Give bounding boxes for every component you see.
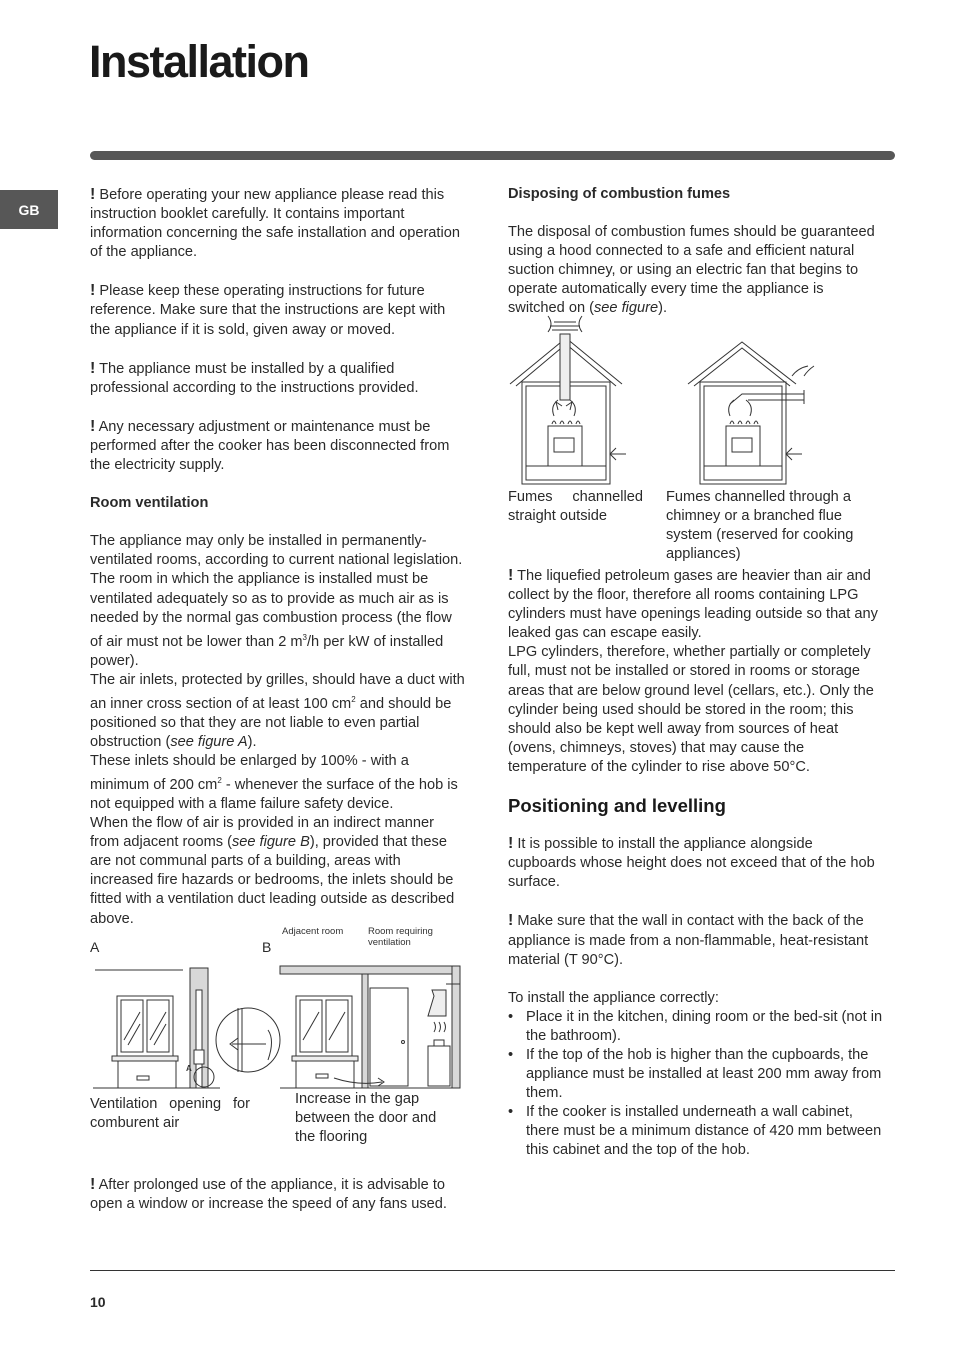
lpg-storage-para: LPG cylinders, therefore, whether partially or completely full, must not be installed or stored in rooms or storage areas that are below ground level (cellars, etc.). Only the cylinder being used should be stored in the room; this should also be kept well away from sources of heat (ovens, chimneys, stoves) that may cause the temperature of the cylinder to rise above 50°C.	[508, 644, 874, 775]
list-item: • Place it in the kitchen, dining room or the bed-sit (not in the bathroom).	[508, 1008, 883, 1046]
left-final-note	[90, 1175, 465, 1214]
right-column-top	[508, 185, 883, 319]
warning-mark: !	[90, 417, 96, 435]
fumes-para: The disposal of combustion fumes should be guaranteed using a hood connected to a safe and efficient natural suction chimney, or using an electric fan that begins to operate automatically every time the appliance is switched on (see figure).	[508, 224, 875, 317]
note-text: After prolonged use of the appliance, it is advisable to open a window or increase the speed of any fans used.	[90, 1177, 447, 1213]
warning-mark: !	[90, 359, 96, 377]
list-item: • If the cooker is installed underneath a wall cabinet, there must be a minimum distance of 420 mm between this cabinet and the top of the hob.	[508, 1103, 883, 1160]
warning-mark: !	[90, 186, 96, 203]
safety-note-read	[90, 185, 465, 262]
safety-note-maintenance	[90, 417, 465, 475]
ventilation-para-1: The appliance may only be installed in permanently-ventilated rooms, according to current national legislation. The room in which the appliance is installed must be ventilated adequately so as to provide as much air as is needed by the normal gas combustion process (the flow of air must not be lower than 2 $m^3/h$ per kW of installed power).	[90, 533, 463, 669]
figure-b-label: B	[262, 939, 272, 955]
figure-a-illustration	[90, 960, 290, 1095]
left-column	[90, 185, 465, 929]
adjacent-room-label: Adjacent room	[282, 926, 344, 937]
language-tab: GB	[0, 190, 58, 229]
warning-mark: !	[508, 912, 514, 930]
figure-b-illustration	[278, 960, 463, 1095]
page-number: 10	[90, 1294, 106, 1310]
warning-mark: !	[508, 835, 514, 853]
note-text: Please keep these operating instructions for future reference. Make sure that the instructions are kept with the appliance if it is sold, given away or moved.	[90, 283, 446, 338]
positioning-note-cupboards: ! It is possible to install the appliance alongside cupboards whose height does not exceed that of the hob surface.	[508, 835, 875, 891]
right-column-bottom	[508, 566, 883, 1161]
fumes-caption-straight: Fumes channelled straight outside	[508, 489, 643, 524]
ventilation-para-4: When the flow of air is provided in an indirect manner from adjacent rooms (see figure B), provided that these are not communal parts of a building, areas with increased fire hazards or bedrooms, the inlets should be fitted with a ventilation duct leading outside as described above.	[90, 815, 455, 927]
page-title: Installation	[89, 36, 309, 87]
install-intro: To install the appliance correctly:	[508, 989, 719, 1006]
figure-b-caption: Increase in the gap between the door and the flooring	[295, 1091, 437, 1145]
room-requiring-label: Room requiring ventilation	[368, 926, 433, 948]
warning-mark: !	[90, 1176, 96, 1193]
positioning-note-wall: ! Make sure that the wall in contact with the back of the appliance is made from a non-flammable, heat-resistant material (T 90°C).	[508, 912, 869, 968]
footer-rule	[90, 1270, 895, 1271]
note-text: Any necessary adjustment or maintenance must be performed after the cooker has been disconnected from the electricity supply.	[90, 418, 450, 474]
fumes-heading: Disposing of combustion fumes	[508, 186, 731, 202]
positioning-heading: Positioning and levelling	[508, 795, 726, 817]
fumes-chimney-illustration	[686, 320, 821, 488]
list-item: • If the top of the hob is higher than the cupboards, the appliance must be installed at least 200 mm away from them.	[508, 1046, 883, 1103]
ventilation-para-2: The air inlets, protected by grilles, should have a duct with an inner cross section of at least 100 $cm^2$ and should be positioned so that they are not liable to even partial obstruction (see figure A).	[90, 671, 465, 750]
warning-mark: !	[90, 282, 96, 300]
ventilation-para-3: These inlets should be enlarged by 100% - with a minimum of 200 $cm^2$ - whenever the surface of the hob is not equipped with a flame failure safety device.	[90, 752, 458, 813]
note-text: The appliance must be installed by a qualified professional according to the instructions provided.	[90, 360, 419, 396]
fumes-straight-outside-illustration	[508, 320, 638, 488]
note-text: Before operating your new appliance please read this instruction booklet carefully. It contains important information concerning the safe installation and operation of the appliance.	[90, 187, 460, 261]
figure-a-label: A	[90, 939, 100, 955]
fumes-caption-chimney: Fumes channelled through a chimney or a branched flue system (reserved for cooking appliances)	[666, 489, 854, 562]
room-ventilation-heading: Room ventilation	[90, 495, 209, 512]
lpg-warning: ! The liquefied petroleum gases are heavier than air and collect by the floor, therefore all rooms containing LPG cylinders must have openings leading outside so that any leaked gas can escape easily.	[508, 567, 878, 642]
safety-note-keep	[90, 281, 465, 339]
figure-a-caption: Ventilation opening for comburent air	[90, 1096, 250, 1131]
install-list	[508, 1008, 883, 1161]
warning-mark: !	[508, 567, 514, 584]
safety-note-qualified	[90, 359, 465, 398]
header-rule	[90, 151, 895, 160]
inlet-marker: A	[186, 1064, 192, 1073]
